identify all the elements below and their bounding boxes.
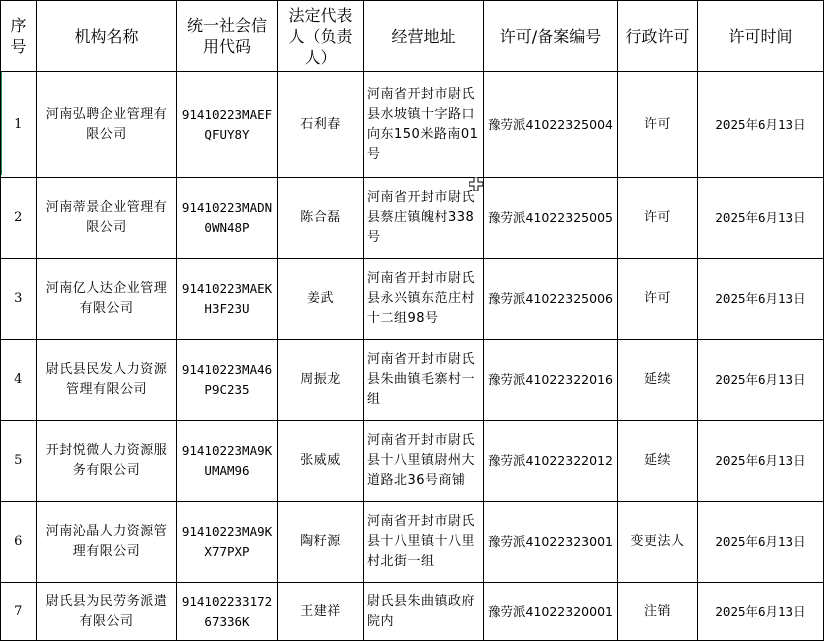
- cell-license-no: 豫劳派41022322016: [484, 340, 618, 421]
- cell-admin-license: 注销: [618, 583, 698, 641]
- table-row: [1, 259, 824, 340]
- cell-admin-license: 变更法人: [618, 502, 698, 583]
- table-row: [1, 502, 824, 583]
- cell-seq: 6: [1, 502, 37, 583]
- header-credit-code: 统一社会信用代码: [177, 1, 278, 72]
- cell-license-time: 2025年6月13日: [698, 583, 824, 641]
- cell-license-time: 2025年6月13日: [698, 178, 824, 259]
- cell-admin-license: 许可: [618, 178, 698, 259]
- cell-license-time: 2025年6月13日: [698, 72, 824, 178]
- cell-legal-rep: 张威威: [278, 421, 364, 502]
- cell-credit-code: 91410223MADN0WN48P: [177, 178, 278, 259]
- cell-seq: 4: [1, 340, 37, 421]
- cell-address: 河南省开封市尉氏县永兴镇东范庄村十二组98号: [364, 259, 484, 340]
- cell-address: 河南省开封市尉氏县蔡庄镇魄村338号: [364, 178, 484, 259]
- cell-license-no: 豫劳派41022320001: [484, 583, 618, 641]
- header-legal-rep: 法定代表人（负责人）: [278, 1, 364, 72]
- cell-legal-rep: 王建祥: [278, 583, 364, 641]
- cell-credit-code: 91410223MAEFQFUY8Y: [177, 72, 278, 178]
- cell-license-time: 2025年6月13日: [698, 259, 824, 340]
- header-address: 经营地址: [364, 1, 484, 72]
- cell-address: 河南省开封市尉氏县十八里镇尉州大道路北36号商铺: [364, 421, 484, 502]
- cell-admin-license: 许可: [618, 259, 698, 340]
- cell-org-name: 河南弘聘企业管理有限公司: [37, 72, 177, 178]
- cell-org-name: 开封悦微人力资源服务有限公司: [37, 421, 177, 502]
- cell-license-no: 豫劳派41022325004: [484, 72, 618, 178]
- header-license-no: 许可/备案编号: [484, 1, 618, 72]
- cell-legal-rep: 陈合磊: [278, 178, 364, 259]
- header-org-name: 机构名称: [37, 1, 177, 72]
- cell-license-no: 豫劳派41022322012: [484, 421, 618, 502]
- crosshair-cursor-icon: [469, 177, 483, 191]
- cell-credit-code: 91410223317267336K: [177, 583, 278, 641]
- cell-address: 尉氏县朱曲镇政府院内: [364, 583, 484, 641]
- cell-seq: 7: [1, 583, 37, 641]
- cell-seq: 2: [1, 178, 37, 259]
- table-row: [1, 178, 824, 259]
- header-admin-license: 行政许可: [618, 1, 698, 72]
- cell-license-time: 2025年6月13日: [698, 421, 824, 502]
- cell-credit-code: 91410223MA9KUMAM96: [177, 421, 278, 502]
- cell-credit-code: 91410223MAEKH3F23U: [177, 259, 278, 340]
- table-row: [1, 583, 824, 641]
- table-row: [1, 421, 824, 502]
- cell-org-name: 河南亿人达企业管理有限公司: [37, 259, 177, 340]
- cell-license-time: 2025年6月13日: [698, 340, 824, 421]
- cell-seq: 1: [1, 72, 37, 178]
- header-seq: 序号: [1, 1, 37, 72]
- cell-license-no: 豫劳派41022325005: [484, 178, 618, 259]
- cell-org-name: 河南蒂景企业管理有限公司: [37, 178, 177, 259]
- cell-license-no: 豫劳派41022323001: [484, 502, 618, 583]
- cell-org-name: 尉氏县民发人力资源管理有限公司: [37, 340, 177, 421]
- cell-seq: 5: [1, 421, 37, 502]
- cell-legal-rep: 周振龙: [278, 340, 364, 421]
- cell-legal-rep: 姜武: [278, 259, 364, 340]
- cell-admin-license: 许可: [618, 72, 698, 178]
- header-row: [1, 1, 824, 72]
- table-row: [1, 72, 824, 178]
- table-row: [1, 340, 824, 421]
- cell-legal-rep: 石利春: [278, 72, 364, 178]
- cell-address: 河南省开封市尉氏县水坡镇十字路口向东150米路南01号: [364, 72, 484, 178]
- cell-admin-license: 延续: [618, 340, 698, 421]
- cell-address: 河南省开封市尉氏县十八里镇十八里村北街一组: [364, 502, 484, 583]
- cell-credit-code: 91410223MA9KX77PXP: [177, 502, 278, 583]
- cell-org-name: 河南沁晶人力资源管理有限公司: [37, 502, 177, 583]
- cell-license-no: 豫劳派41022325006: [484, 259, 618, 340]
- header-license-time: 许可时间: [698, 1, 824, 72]
- cell-legal-rep: 陶籽源: [278, 502, 364, 583]
- cell-admin-license: 延续: [618, 421, 698, 502]
- cell-address: 河南省开封市尉氏县朱曲镇毛寨村一组: [364, 340, 484, 421]
- cell-credit-code: 91410223MA46P9C235: [177, 340, 278, 421]
- cell-org-name: 尉氏县为民劳务派遣有限公司: [37, 583, 177, 641]
- cell-license-time: 2025年6月13日: [698, 502, 824, 583]
- cell-seq: 3: [1, 259, 37, 340]
